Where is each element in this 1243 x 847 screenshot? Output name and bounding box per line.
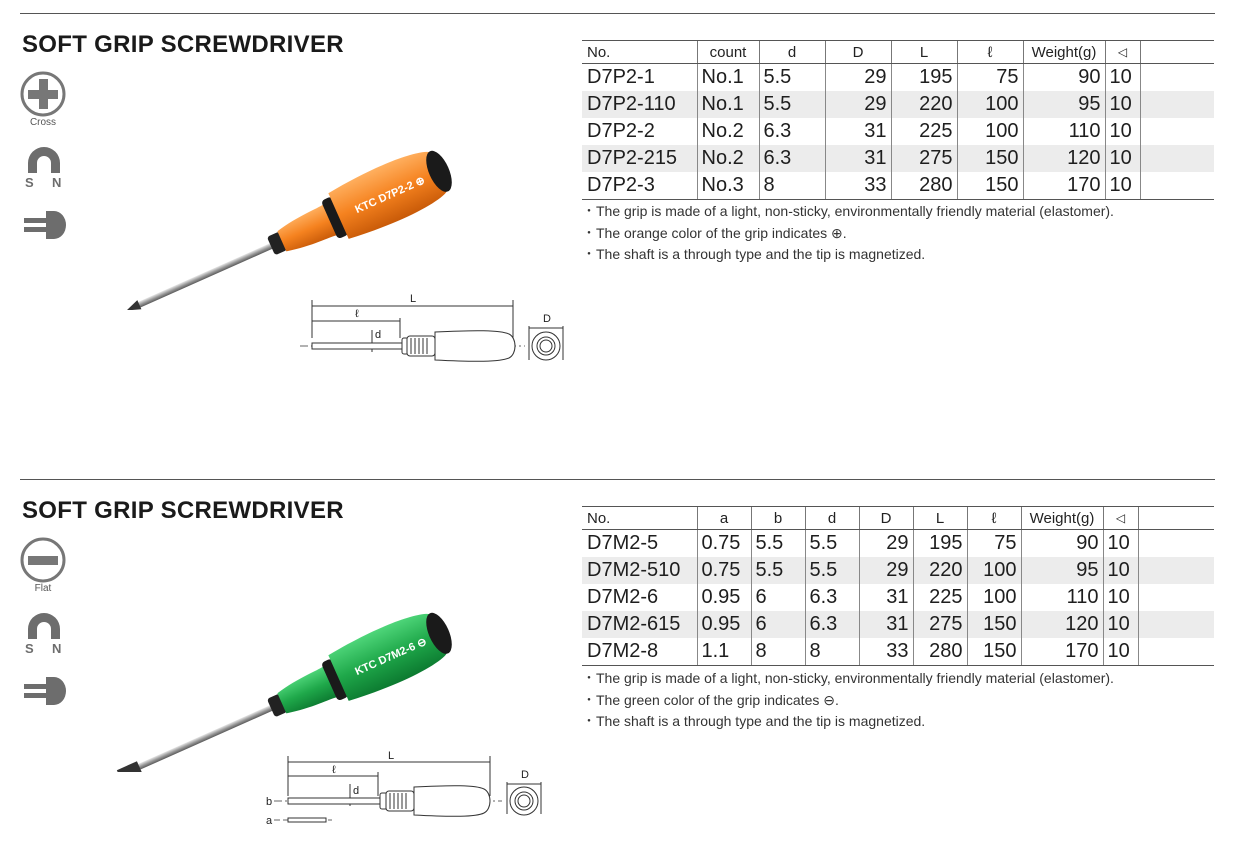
dimension-diagram — [295, 290, 585, 370]
svg-text:d: d — [353, 785, 360, 797]
package-qty-icon: ◁ — [1105, 41, 1140, 64]
svg-text:d: d — [375, 329, 382, 341]
svg-text:N: N — [52, 175, 62, 189]
magnet-icon — [22, 609, 66, 655]
tip-caption: Flat — [34, 583, 52, 594]
table-row: D7P2-3 No.3 8 33 280 150 170 10 — [582, 172, 1214, 200]
column-header: Weight(g) — [1023, 41, 1105, 64]
magnet-icon — [22, 143, 66, 189]
svg-text:S: S — [25, 175, 34, 189]
table-header-row — [582, 41, 1214, 64]
table-row: D7M2-510 0.75 5.5 5.5 29 220 100 95 10 — [582, 557, 1214, 584]
cross-tip-icon — [20, 71, 68, 119]
through-shaft-icon — [22, 207, 68, 243]
column-header: Weight(g) — [1021, 507, 1103, 530]
package-qty-icon: ◁ — [1103, 507, 1138, 530]
column-header: L — [913, 507, 967, 530]
table-row: D7P2-2 No.2 6.3 31 225 100 110 10 — [582, 118, 1214, 145]
section-title: SOFT GRIP SCREWDRIVER — [22, 31, 344, 58]
table-row: D7M2-6 0.95 6 6.3 31 225 100 110 10 — [582, 584, 1214, 611]
table-row: D7P2-110 No.1 5.5 29 220 100 95 10 — [582, 91, 1214, 118]
section-divider — [20, 13, 1215, 14]
svg-text:D: D — [543, 313, 551, 325]
svg-text:D: D — [521, 769, 529, 781]
section-title: SOFT GRIP SCREWDRIVER — [22, 497, 344, 524]
column-header: L — [891, 41, 957, 64]
flat-tip-icon — [20, 537, 68, 585]
spec-table — [582, 40, 1214, 200]
note-line: ・The grip is made of a light, non-sticky, environmentally friendly material (elastomer). — [582, 670, 1114, 686]
column-header: No. — [582, 507, 697, 530]
feature-notes — [582, 201, 1114, 266]
svg-text:L: L — [410, 293, 417, 305]
svg-text:S: S — [25, 641, 34, 655]
table-row: D7P2-215 No.2 6.3 31 275 150 120 10 — [582, 145, 1214, 172]
svg-text:N: N — [52, 641, 62, 655]
note-line: ・The orange color of the grip indicates ⊕. — [582, 224, 847, 241]
column-header: ℓ — [967, 507, 1021, 530]
table-row: D7P2-1 No.1 5.5 29 195 75 90 10 — [582, 64, 1214, 92]
note-line: ・The grip is made of a light, non-sticky, environmentally friendly material (elastomer). — [582, 203, 1114, 219]
feature-notes — [582, 668, 1114, 733]
svg-text:ℓ: ℓ — [355, 308, 359, 320]
note-line: ・The green color of the grip indicates ⊖. — [582, 691, 839, 708]
column-header: d — [805, 507, 859, 530]
column-header: b — [751, 507, 805, 530]
orange-screwdriver-image — [90, 150, 480, 310]
svg-text:ℓ: ℓ — [332, 764, 336, 776]
column-header: a — [697, 507, 751, 530]
column-header: D — [825, 41, 891, 64]
grip-brand-label: KTC D7M2-6 ⊖ — [353, 635, 429, 679]
svg-text:a: a — [266, 815, 273, 827]
table-header-row — [582, 507, 1214, 530]
column-header: D — [859, 507, 913, 530]
column-header: No. — [582, 41, 697, 64]
svg-text:L: L — [388, 750, 395, 762]
dimension-diagram — [262, 748, 562, 833]
note-line: ・The shaft is a through type and the tip is magnetized. — [582, 246, 926, 262]
table-row: D7M2-615 0.95 6 6.3 31 275 150 120 10 — [582, 611, 1214, 638]
column-header: ℓ — [957, 41, 1023, 64]
table-row: D7M2-8 1.1 8 8 33 280 150 170 10 — [582, 638, 1214, 666]
through-shaft-icon — [22, 673, 68, 709]
svg-text:b: b — [266, 796, 273, 808]
grip-brand-label: KTC D7P2-2 ⊕ — [353, 174, 427, 217]
column-header: count — [697, 41, 759, 64]
tip-caption: Cross — [29, 117, 57, 128]
section-divider — [20, 479, 1215, 480]
column-header: d — [759, 41, 825, 64]
table-row: D7M2-5 0.75 5.5 5.5 29 195 75 90 10 — [582, 530, 1214, 558]
spec-table — [582, 506, 1214, 666]
note-line: ・The shaft is a through type and the tip is magnetized. — [582, 713, 926, 729]
